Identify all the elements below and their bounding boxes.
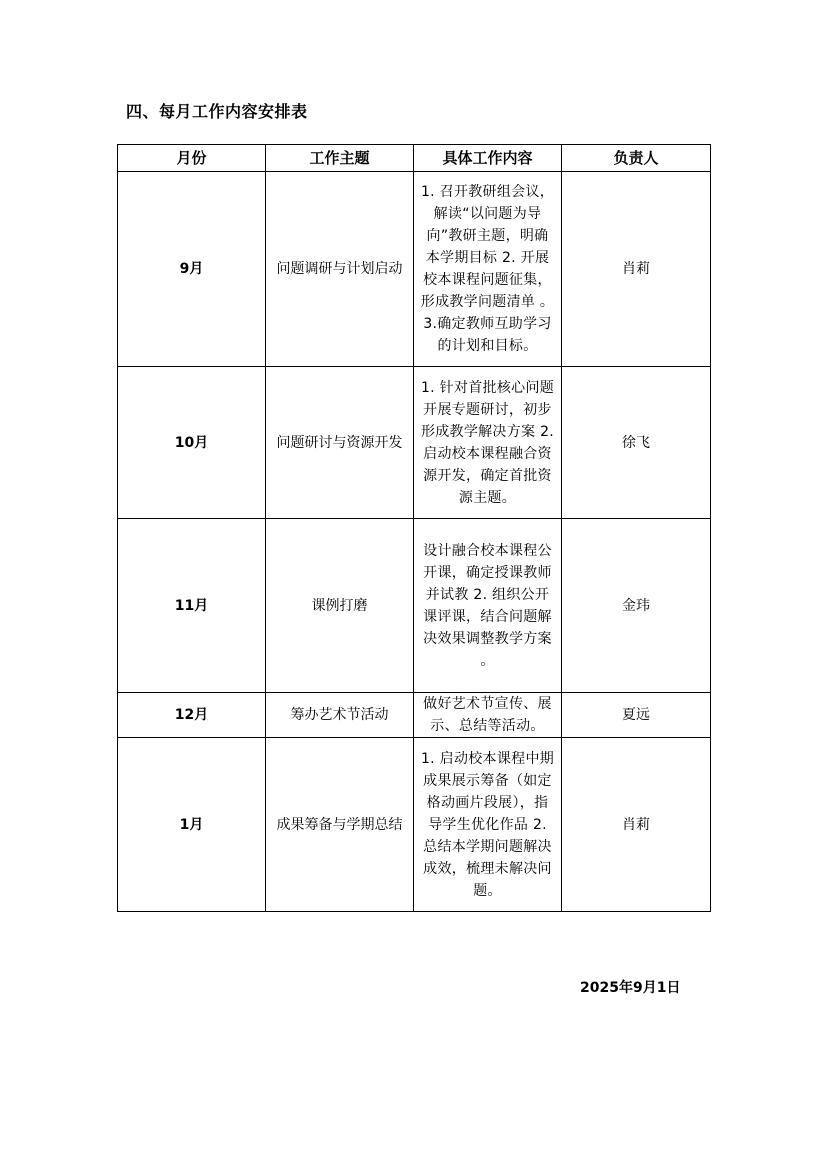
table-row [118, 519, 711, 693]
table-row [118, 367, 711, 519]
month-cell: 1月 [118, 738, 266, 912]
content-cell: 1. 针对首批核心问题开展专题研讨，初步形成教学解决方案 2. 启动校本课程融合资源开发，确定首批资源主题。 [414, 367, 562, 519]
content-cell: 做好艺术节宣传、展示、总结等活动。 [414, 693, 562, 738]
owner-cell: 夏远 [562, 693, 711, 738]
content-cell: 1. 启动校本课程中期成果展示筹备（如定格动画片段展），指导学生优化作品 2. 总结本学期问题解决成效，梳理未解决问题。 [414, 738, 562, 912]
month-cell: 11月 [118, 519, 266, 693]
theme-cell: 问题调研与计划启动 [266, 172, 414, 367]
header-month: 月份 [118, 145, 266, 172]
monthly-plan-table [117, 144, 711, 912]
header-owner: 负责人 [562, 145, 711, 172]
content-cell: 设计融合校本课程公开课，确定授课教师并试教 2. 组织公开课评课，结合问题解决效果调整教学方案 。 [414, 519, 562, 693]
table-row [118, 172, 711, 367]
theme-cell: 问题研讨与资源开发 [266, 367, 414, 519]
theme-cell: 成果筹备与学期总结 [266, 738, 414, 912]
owner-cell: 徐飞 [562, 367, 711, 519]
header-theme: 工作主题 [266, 145, 414, 172]
theme-cell: 筹办艺术节活动 [266, 693, 414, 738]
month-cell: 10月 [118, 367, 266, 519]
owner-cell: 金玮 [562, 519, 711, 693]
header-content: 具体工作内容 [414, 145, 562, 172]
month-cell: 12月 [118, 693, 266, 738]
section-title: 四、每月工作内容安排表 [126, 102, 308, 121]
owner-cell: 肖莉 [562, 738, 711, 912]
owner-cell: 肖莉 [562, 172, 711, 367]
document-date: 2025年9月1日 [580, 980, 681, 996]
content-cell: 1. 召开教研组会议，解读“以问题为导向”教研主题，明确本学期目标 2. 开展校本课程问题征集，形成教学问题清单 。3.确定教师互助学习的计划和目标。 [414, 172, 562, 367]
table-row [118, 738, 711, 912]
theme-cell: 课例打磨 [266, 519, 414, 693]
table-row [118, 693, 711, 738]
month-cell: 9月 [118, 172, 266, 367]
table-header-row [118, 145, 711, 172]
